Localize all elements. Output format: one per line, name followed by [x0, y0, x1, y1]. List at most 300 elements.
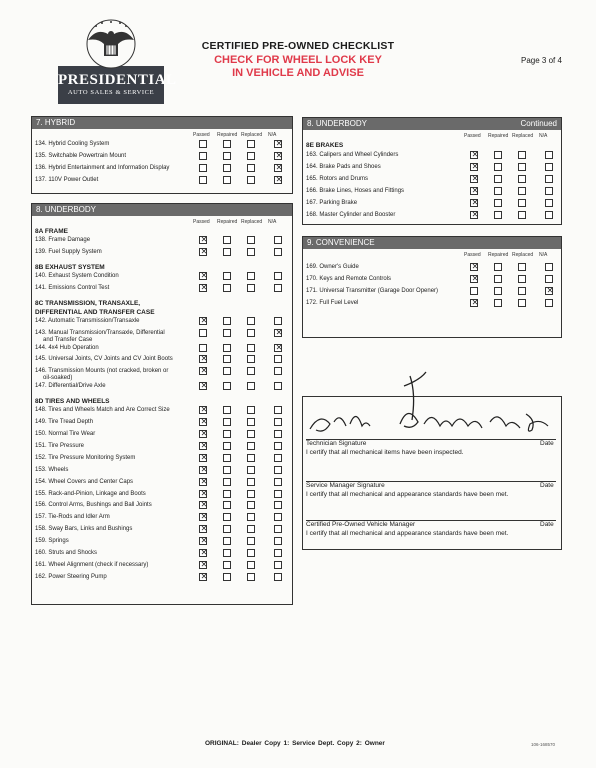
item-label: 134. Hybrid Cooling System: [35, 141, 110, 147]
item-label: 162. Power Steering Pump: [35, 573, 107, 580]
item-label: 137. 110V Power Outlet: [35, 176, 99, 183]
checkbox-repaired[interactable]: [494, 187, 502, 195]
checkbox-na[interactable]: [274, 549, 282, 557]
subsection-heading: 8B EXHAUST SYSTEM: [35, 263, 105, 271]
column-header-replaced: Replaced: [241, 219, 263, 225]
checkbox-na[interactable]: [545, 299, 553, 307]
item-label: 147. Differential/Drive Axle: [35, 383, 106, 390]
column-header-na: N/A: [268, 219, 277, 225]
item-label: 135. Switchable Powertrain Mount: [35, 152, 127, 159]
checklist-item: [35, 249, 102, 256]
checkbox-replaced[interactable]: [247, 418, 255, 426]
checkbox-repaired[interactable]: [494, 211, 502, 219]
checkbox-replaced[interactable]: [247, 164, 255, 172]
logo-title: PRESIDENTIAL: [58, 72, 177, 88]
item-label: 142. Automatic Transmission/Transaxle: [35, 317, 140, 324]
checkbox-repaired[interactable]: [223, 454, 231, 462]
check-mark-icon: ✕: [471, 273, 479, 283]
checkbox-passed[interactable]: [199, 176, 207, 184]
checkbox-replaced[interactable]: [247, 430, 255, 438]
checkbox-replaced[interactable]: [247, 442, 255, 450]
checklist-item: [306, 288, 438, 295]
checkbox-repaired[interactable]: [223, 236, 231, 244]
item-label: 148. Tires and Wheels Match and Are Correct Size: [35, 407, 170, 414]
checkbox-replaced[interactable]: [247, 537, 255, 545]
checkbox-repaired[interactable]: [223, 176, 231, 184]
column-header-passed: Passed: [193, 219, 210, 225]
checkbox-na[interactable]: [545, 275, 553, 283]
column-header-na: N/A: [268, 132, 277, 138]
checkbox-passed[interactable]: [199, 272, 207, 280]
checkbox-na[interactable]: [274, 490, 282, 498]
item-label: 138. Frame Damage: [35, 237, 91, 243]
checklist-item: [35, 562, 148, 569]
checklist-item: [35, 165, 169, 172]
signature-label: Service Manager Signature: [306, 482, 385, 489]
certification-text: I certify that all mechanical and appearance standards have been met.: [306, 491, 509, 498]
item-label: 164. Brake Pads and Shoes: [306, 163, 381, 170]
checkbox-repaired[interactable]: [223, 466, 231, 474]
checkbox-passed[interactable]: [199, 561, 207, 569]
checkbox-repaired[interactable]: [223, 317, 231, 325]
item-label: 151. Tire Pressure: [35, 442, 85, 449]
checkbox-passed[interactable]: [199, 367, 207, 375]
checkbox-passed[interactable]: [199, 525, 207, 533]
checkbox-replaced[interactable]: [247, 272, 255, 280]
checklist-item: [35, 455, 135, 462]
checkbox-na[interactable]: [274, 344, 282, 352]
checkbox-replaced[interactable]: [247, 355, 255, 363]
checkbox-na[interactable]: [274, 152, 282, 160]
checkbox-passed[interactable]: [199, 537, 207, 545]
checkbox-passed[interactable]: [199, 284, 207, 292]
section-hybrid: [31, 116, 293, 194]
check-mark-icon: ✕: [200, 452, 208, 462]
item-label: 170. Keys and Remote Controls: [306, 275, 392, 282]
checkbox-replaced[interactable]: [247, 525, 255, 533]
checkbox-repaired[interactable]: [223, 329, 231, 337]
checkbox-na[interactable]: [274, 176, 282, 184]
checkbox-replaced[interactable]: [247, 236, 255, 244]
signature-label: Certified Pre-Owned Vehicle Manager: [306, 521, 416, 528]
checkbox-replaced[interactable]: [518, 211, 526, 219]
check-mark-icon: ✕: [546, 285, 554, 295]
checkbox-na[interactable]: [274, 317, 282, 325]
checklist-item: [35, 538, 69, 545]
checkbox-na[interactable]: [274, 382, 282, 390]
wheel-lock-note-line2: IN VEHICLE AND ADVISE: [232, 67, 364, 79]
check-mark-icon: ✕: [471, 209, 479, 219]
item-label: 171. Universal Transmitter (Garage Door Opener): [306, 287, 439, 294]
check-mark-icon: ✕: [200, 354, 208, 364]
item-label: 156. Control Arms, Bushings and Ball Joints: [35, 502, 152, 509]
check-mark-icon: ✕: [275, 139, 283, 148]
checkbox-passed[interactable]: [199, 573, 207, 581]
checkbox-passed[interactable]: [470, 151, 478, 159]
column-header-passed: Passed: [464, 252, 481, 258]
item-label: 160. Struts and Shocks: [35, 550, 98, 556]
checkbox-repaired[interactable]: [223, 478, 231, 486]
checkbox-repaired[interactable]: [494, 287, 502, 295]
checkbox-passed[interactable]: [199, 418, 207, 426]
checkbox-replaced[interactable]: [247, 561, 255, 569]
checkbox-replaced[interactable]: [518, 275, 526, 283]
column-header-replaced: Replaced: [512, 252, 534, 258]
checkbox-na[interactable]: [274, 329, 282, 337]
checklist-item: [35, 514, 110, 521]
check-mark-icon: ✕: [200, 571, 208, 581]
checkbox-replaced[interactable]: [247, 513, 255, 521]
check-mark-icon: ✕: [200, 500, 208, 510]
checkbox-na[interactable]: [274, 442, 282, 450]
checkbox-passed[interactable]: [199, 164, 207, 172]
check-mark-icon: ✕: [200, 417, 208, 427]
check-mark-icon: ✕: [200, 440, 208, 450]
checkbox-repaired[interactable]: [223, 442, 231, 450]
check-mark-icon: ✕: [200, 270, 208, 280]
checkbox-na[interactable]: [545, 211, 553, 219]
item-label: 146. Transmission Mounts (not cracked, broken or: [35, 368, 169, 375]
checkbox-passed[interactable]: [470, 175, 478, 183]
item-label: 141. Emissions Control Test: [35, 284, 110, 291]
checkbox-replaced[interactable]: [247, 478, 255, 486]
checklist-item: [35, 431, 95, 438]
checkbox-replaced[interactable]: [247, 284, 255, 292]
checkbox-passed[interactable]: [199, 454, 207, 462]
checkbox-repaired[interactable]: [223, 272, 231, 280]
checkbox-replaced[interactable]: [247, 454, 255, 462]
subsection-heading-continued: DIFFERENTIAL AND TRANSFER CASE: [35, 308, 155, 316]
checkbox-passed[interactable]: [199, 317, 207, 325]
checkbox-replaced[interactable]: [247, 329, 255, 337]
checkbox-repaired[interactable]: [223, 513, 231, 521]
checkbox-na[interactable]: [274, 355, 282, 363]
item-label-continued: and Transfer Case: [43, 336, 93, 343]
checkbox-na[interactable]: [274, 573, 282, 581]
checkbox-repaired[interactable]: [223, 152, 231, 160]
item-label: 167. Parking Brake: [306, 199, 358, 206]
checkbox-na[interactable]: [274, 140, 282, 148]
checklist-item: [306, 152, 398, 159]
checklist-item: [35, 443, 84, 450]
checkbox-na[interactable]: [274, 537, 282, 545]
checkbox-repaired[interactable]: [223, 140, 231, 148]
column-header-repaired: Repaired: [217, 132, 238, 138]
checklist-item: [35, 491, 146, 498]
checkbox-repaired[interactable]: [223, 430, 231, 438]
checkbox-passed[interactable]: [199, 344, 207, 352]
checkbox-passed[interactable]: [199, 382, 207, 390]
checklist-item: [35, 273, 119, 280]
checkbox-repaired[interactable]: [223, 284, 231, 292]
check-mark-icon: ✕: [275, 150, 283, 160]
check-mark-icon: ✕: [471, 197, 479, 207]
checkbox-na[interactable]: [274, 561, 282, 569]
checkbox-na[interactable]: [545, 175, 553, 183]
item-label-continued: oil-soaked): [43, 375, 73, 382]
checkbox-passed[interactable]: [199, 248, 207, 256]
checkbox-replaced[interactable]: [247, 152, 255, 160]
checklist-item: [306, 300, 358, 307]
checklist-item: [35, 574, 107, 581]
checkbox-replaced[interactable]: [518, 163, 526, 171]
checkbox-repaired[interactable]: [223, 537, 231, 545]
checkbox-replaced[interactable]: [518, 187, 526, 195]
check-mark-icon: ✕: [200, 476, 208, 486]
checkbox-repaired[interactable]: [494, 275, 502, 283]
signature-label: Technician Signature: [306, 440, 367, 447]
checkbox-passed[interactable]: [199, 236, 207, 244]
checkbox-na[interactable]: [274, 236, 282, 244]
subsection-heading: 8A FRAME: [35, 228, 68, 235]
checkbox-repaired[interactable]: [223, 525, 231, 533]
checkbox-repaired[interactable]: [223, 164, 231, 172]
item-label: 152. Tire Pressure Monitoring System: [35, 454, 136, 461]
checkbox-replaced[interactable]: [247, 549, 255, 557]
checkbox-na[interactable]: [545, 263, 553, 271]
checkbox-replaced[interactable]: [518, 299, 526, 307]
check-mark-icon: ✕: [471, 185, 479, 195]
checkbox-na[interactable]: [274, 272, 282, 280]
checkbox-passed[interactable]: [199, 501, 207, 509]
checkbox-repaired[interactable]: [223, 490, 231, 498]
certification-text: I certify that all mechanical and appearance standards have been met.: [306, 530, 509, 537]
checkbox-na[interactable]: [274, 525, 282, 533]
checkbox-passed[interactable]: [470, 199, 478, 207]
checkbox-na[interactable]: [545, 199, 553, 207]
checkbox-passed[interactable]: [199, 329, 207, 337]
item-label: 169. Owner's Guide: [306, 264, 359, 270]
section-convenience: [302, 236, 562, 338]
section-title: 9. CONVENIENCE: [307, 238, 375, 247]
checkbox-repaired[interactable]: [223, 248, 231, 256]
item-label: 145. Universal Joints, CV Joints and CV Joint Boots: [35, 356, 173, 363]
checkbox-passed[interactable]: [470, 211, 478, 219]
item-label: 150. Normal Tire Wear: [35, 431, 96, 437]
checkbox-replaced[interactable]: [247, 466, 255, 474]
checkbox-repaired[interactable]: [223, 561, 231, 569]
checkbox-passed[interactable]: [199, 549, 207, 557]
checkbox-replaced[interactable]: [518, 175, 526, 183]
checkbox-replaced[interactable]: [247, 382, 255, 390]
checkbox-na[interactable]: [274, 406, 282, 414]
checkbox-repaired[interactable]: [494, 299, 502, 307]
technician-signature-scribble: [300, 364, 560, 454]
checkbox-replaced[interactable]: [247, 490, 255, 498]
section-underbody-continued: [302, 117, 562, 225]
check-mark-icon: ✕: [200, 246, 208, 256]
subsection-heading: 8D TIRES AND WHEELS: [35, 398, 110, 406]
item-label: 140. Exhaust System Condition: [35, 272, 119, 279]
document-title: CERTIFIED PRE-OWNED CHECKLIST: [201, 40, 395, 52]
column-header-na: N/A: [539, 252, 548, 258]
checkbox-repaired[interactable]: [223, 418, 231, 426]
checkbox-passed[interactable]: [470, 275, 478, 283]
checkbox-passed[interactable]: [199, 513, 207, 521]
item-label: 168. Master Cylinder and Booster: [306, 211, 396, 218]
check-mark-icon: ✕: [200, 559, 208, 569]
checklist-item: [35, 177, 98, 184]
item-label: 155. Rack-and-Pinion, Linkage and Boots: [35, 490, 146, 497]
checkbox-na[interactable]: [274, 478, 282, 486]
checkbox-na[interactable]: [274, 367, 282, 375]
dealer-logo: [58, 18, 177, 104]
checkbox-na[interactable]: [274, 284, 282, 292]
checkbox-repaired[interactable]: [494, 175, 502, 183]
page-number: Page 3 of 4: [521, 56, 562, 65]
checkbox-replaced[interactable]: [247, 367, 255, 375]
logo-subtitle: AUTO SALES & SERVICE: [67, 89, 155, 96]
checkbox-replaced[interactable]: [518, 263, 526, 271]
item-label: 159. Springs: [35, 538, 69, 545]
checkbox-na[interactable]: [274, 164, 282, 172]
checkbox-repaired[interactable]: [223, 382, 231, 390]
item-label: 161. Wheel Alignment (check if necessary): [35, 561, 149, 568]
section-title: 8. UNDERBODY: [307, 119, 368, 128]
check-mark-icon: ✕: [200, 488, 208, 498]
checklist-item: [35, 285, 109, 292]
checkbox-na[interactable]: [274, 418, 282, 426]
check-mark-icon: ✕: [471, 297, 479, 307]
item-label: 136. Hybrid Entertainment and Information Display: [35, 164, 170, 171]
checklist-item: [35, 141, 109, 148]
checklist-item: [306, 200, 357, 207]
section-title: 8. UNDERBODY: [36, 205, 97, 214]
checklist-item: [35, 419, 93, 426]
checkbox-na[interactable]: [274, 501, 282, 509]
item-label: 154. Wheel Covers and Center Caps: [35, 478, 134, 485]
checklist-item: [35, 550, 97, 557]
checkbox-replaced[interactable]: [247, 140, 255, 148]
checkbox-na[interactable]: [274, 513, 282, 521]
checkbox-repaired[interactable]: [494, 151, 502, 159]
item-label: 158. Sway Bars, Links and Bushings: [35, 526, 133, 533]
checkbox-repaired[interactable]: [223, 549, 231, 557]
checkbox-na[interactable]: [274, 248, 282, 256]
checkbox-passed[interactable]: [470, 187, 478, 195]
checkbox-replaced[interactable]: [247, 317, 255, 325]
checkbox-na[interactable]: [545, 151, 553, 159]
check-mark-icon: ✕: [200, 464, 208, 474]
check-mark-icon: ✕: [200, 548, 208, 557]
column-header-replaced: Replaced: [512, 133, 534, 139]
checkbox-replaced[interactable]: [518, 151, 526, 159]
checklist-item: [35, 368, 168, 382]
date-label: Date: [540, 440, 554, 447]
checklist-item: [35, 237, 90, 244]
check-mark-icon: ✕: [471, 150, 479, 159]
checkbox-passed[interactable]: [199, 430, 207, 438]
item-label: 172. Full Fuel Level: [306, 299, 359, 306]
checklist-item: [306, 188, 404, 195]
checkbox-na[interactable]: [545, 187, 553, 195]
check-mark-icon: ✕: [471, 173, 479, 183]
copy-distribution: ORIGINAL: Dealer Copy 1: Service Dept. Copy 2: Owner: [205, 740, 385, 747]
checkbox-repaired[interactable]: [494, 263, 502, 271]
checklist-item: [306, 264, 359, 271]
checkbox-repaired[interactable]: [223, 344, 231, 352]
checkbox-replaced[interactable]: [247, 344, 255, 352]
checkbox-repaired[interactable]: [223, 501, 231, 509]
checkbox-na[interactable]: [274, 430, 282, 438]
column-header-passed: Passed: [193, 132, 210, 138]
item-label: 163. Calipers and Wheel Cylinders: [306, 152, 399, 158]
check-mark-icon: ✕: [275, 342, 283, 352]
section-title: 7. HYBRID: [36, 118, 76, 127]
checkbox-passed[interactable]: [199, 442, 207, 450]
checklist-item: [35, 467, 68, 474]
check-mark-icon: ✕: [200, 366, 208, 376]
checkbox-repaired[interactable]: [223, 355, 231, 363]
checklist-item: [35, 345, 99, 352]
checkbox-passed[interactable]: [470, 163, 478, 171]
check-mark-icon: ✕: [275, 162, 283, 172]
checkbox-repaired[interactable]: [223, 367, 231, 375]
item-label: 139. Fuel Supply System: [35, 248, 102, 255]
item-label: 157. Tie-Rods and Idler Arm: [35, 514, 110, 521]
check-mark-icon: ✕: [471, 262, 479, 271]
checkbox-passed[interactable]: [199, 478, 207, 486]
checkbox-passed[interactable]: [199, 490, 207, 498]
check-mark-icon: ✕: [471, 161, 479, 171]
checkbox-na[interactable]: [545, 163, 553, 171]
checkbox-replaced[interactable]: [247, 501, 255, 509]
checkbox-passed[interactable]: [199, 466, 207, 474]
section-header: [303, 237, 561, 249]
section-header: [303, 118, 561, 130]
section-underbody: [31, 203, 293, 605]
checkbox-replaced[interactable]: [247, 176, 255, 184]
checkbox-passed[interactable]: [470, 299, 478, 307]
checklist-item: [35, 479, 133, 486]
checklist-item: [35, 407, 170, 414]
checkbox-replaced[interactable]: [518, 287, 526, 295]
check-mark-icon: ✕: [275, 174, 283, 184]
checkbox-na[interactable]: [274, 454, 282, 462]
checkbox-replaced[interactable]: [247, 573, 255, 581]
checklist-item: [35, 356, 173, 363]
check-mark-icon: ✕: [275, 327, 283, 337]
checkbox-na[interactable]: [545, 287, 553, 295]
checkbox-passed[interactable]: [470, 263, 478, 271]
form-code: 106-168570: [531, 742, 556, 747]
checkbox-replaced[interactable]: [247, 248, 255, 256]
item-label: 165. Rotors and Drums: [306, 175, 369, 182]
column-header-repaired: Repaired: [217, 219, 238, 225]
checklist-item: [306, 164, 381, 171]
checkbox-repaired[interactable]: [223, 406, 231, 414]
check-mark-icon: ✕: [200, 512, 208, 522]
checklist-item: [306, 176, 368, 183]
date-label: Date: [540, 521, 554, 528]
checkbox-passed[interactable]: [199, 152, 207, 160]
checkbox-repaired[interactable]: [494, 163, 502, 171]
checkbox-repaired[interactable]: [494, 199, 502, 207]
check-mark-icon: ✕: [200, 536, 208, 546]
section-header: [32, 117, 292, 129]
checkbox-passed[interactable]: [199, 406, 207, 414]
checkbox-repaired[interactable]: [223, 573, 231, 581]
subsection-heading: 8C TRANSMISSION, TRANSAXLE,: [35, 299, 141, 307]
checkbox-replaced[interactable]: [518, 199, 526, 207]
checkbox-passed[interactable]: [199, 140, 207, 148]
column-header-repaired: Repaired: [488, 133, 509, 139]
wheel-lock-note-line1: CHECK FOR WHEEL LOCK KEY: [214, 54, 382, 66]
checkbox-na[interactable]: [274, 466, 282, 474]
checkbox-passed[interactable]: [199, 355, 207, 363]
checkbox-passed[interactable]: [470, 287, 478, 295]
checkbox-replaced[interactable]: [247, 406, 255, 414]
